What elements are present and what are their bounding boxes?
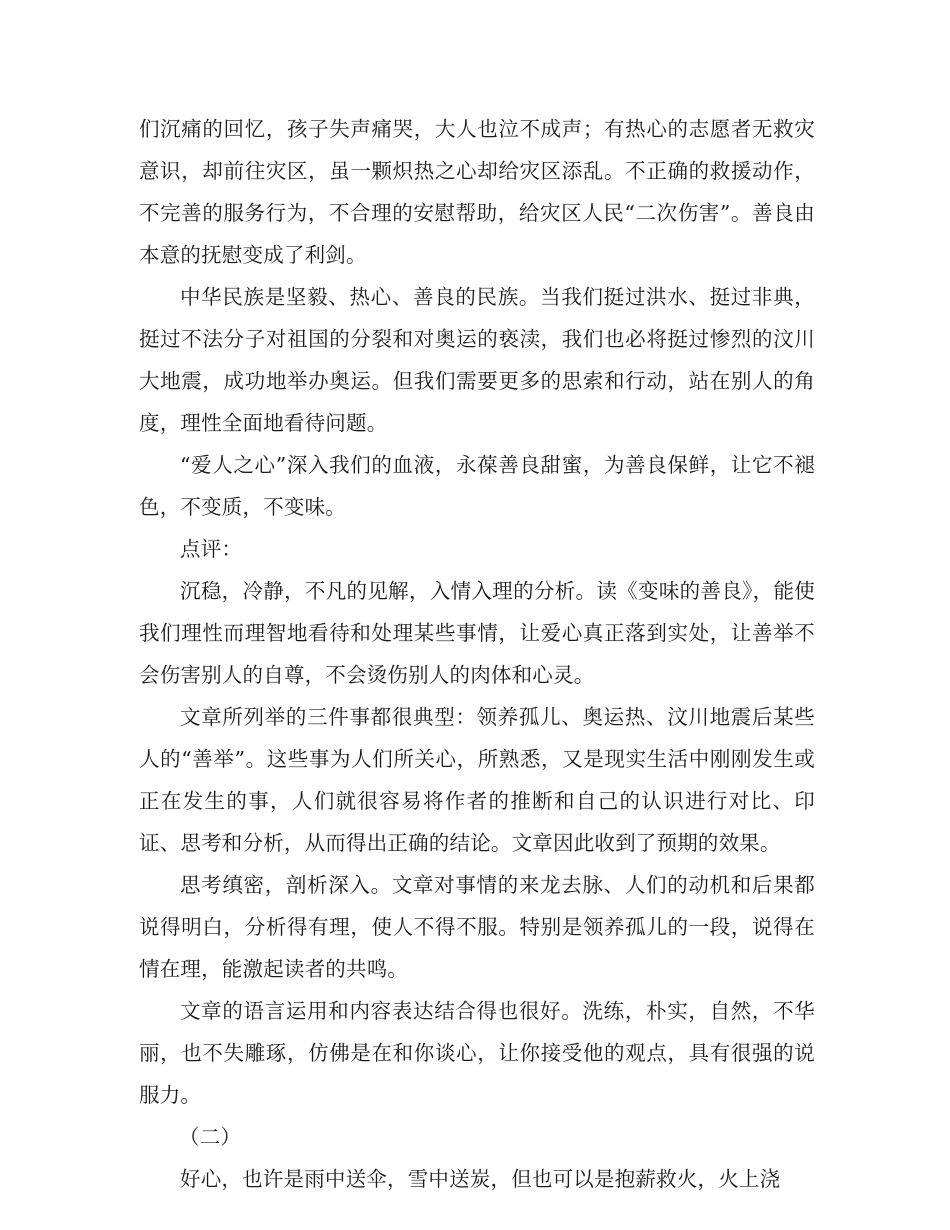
paragraph-chinese-nation: 中华民族是坚毅、热心、善良的民族。当我们挺过洪水、挺过非典，挺过不法分子对祖国的分裂和对奥运的亵渎，我们也必将挺过惨烈的汶川大地震，成功地举办奥运。但我们需要更多的思索和行动，站在别人的角度，理性全面地看待问题。: [139, 285, 815, 435]
paragraph-language-use: 文章的语言运用和内容表达结合得也很好。洗练，朴实，自然，不华丽，也不失雕琢，仿佛是在和你谈心，让你接受他的观点，具有很强的说服力。: [139, 999, 815, 1107]
paragraph-good-intentions: 好心，也许是雨中送伞，雪中送炭，但也可以是抱薪救火，火上浇: [180, 1167, 781, 1191]
document-body: [139, 108, 815, 1200]
paragraph-love-heart: “爱人之心”深入我们的血液，永葆善良甜蜜，为善良保鲜，让它不褪色，不变质，不变味。: [139, 453, 815, 519]
paragraph-commentary-intro: 沉稳，冷静，不凡的见解，入情入理的分析。读《变味的善良》，能使我们理性而理智地看待和处理某些事情，让爱心真正落到实处，让善举不会伤害别人的自尊，不会烫伤别人的肉体和心灵。: [139, 579, 815, 687]
paragraph-three-events: 文章所列举的三件事都很典型：领养孤儿、奥运热、汶川地震后某些人的“善举”。这些事为人们所关心，所熟悉，又是现实生活中刚刚发生或正在发生的事，人们就很容易将作者的推断和自己的认识进行对比、印证、思考和分析，从而得出正确的结论。文章因此收到了预期的效果。: [139, 705, 815, 855]
section-heading-two: （二）: [179, 1125, 242, 1149]
paragraph-careful-thinking: 思考缜密，剖析深入。文章对事情的来龙去脉、人们的动机和后果都说得明白，分析得有理，使人不得不服。特别是领养孤儿的一段，说得在情在理，能激起读者的共鸣。: [139, 873, 815, 981]
commentary-label: 点评：: [180, 537, 243, 561]
paragraph-continuation: 们沉痛的回忆，孩子失声痛哭，大人也泣不成声；有热心的志愿者无救灾意识，却前往灾区，虽一颗炽热之心却给灾区添乱。不正确的救援动作，不完善的服务行为，不合理的安慰帮助，给灾区人民“二次伤害”。善良由本意的抚慰变成了利剑。: [139, 117, 815, 267]
